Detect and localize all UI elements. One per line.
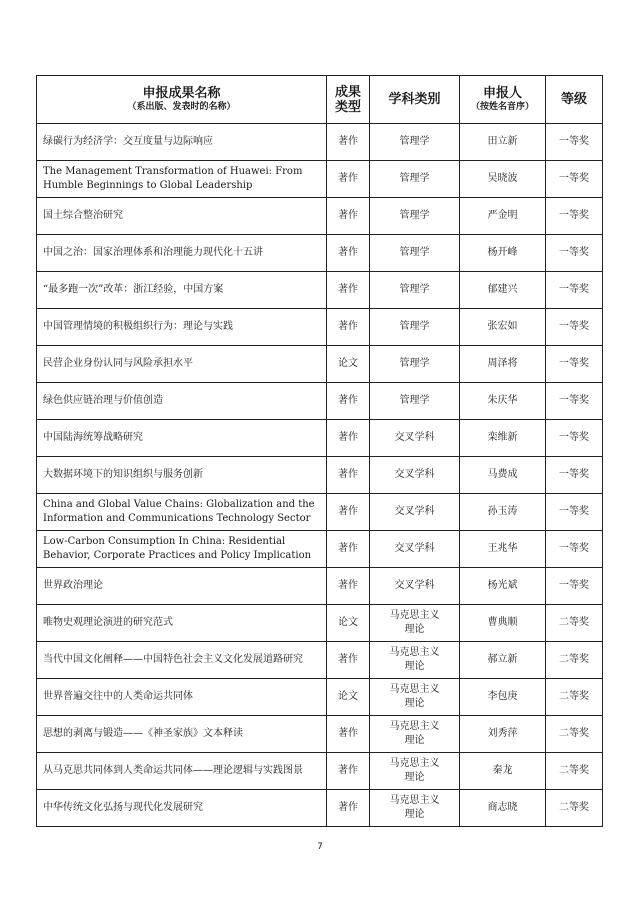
- cell-type: 论文: [327, 679, 370, 716]
- cell-title: 中国之治：国家治理体系和治理能力现代化十五讲: [37, 235, 327, 272]
- table-row: [37, 198, 603, 235]
- cell-title: 世界普遍交往中的人类命运共同体: [37, 679, 327, 716]
- header-name-title: 申报成果名称: [142, 86, 221, 101]
- cell-discipline: [370, 753, 460, 790]
- cell-discipline: [370, 309, 460, 346]
- cell-title: 世界政治理论: [37, 568, 327, 605]
- cell-title: The Management Transformation of Huawei: From Humble Beginnings to Global Leadership: [37, 161, 327, 198]
- cell-discipline: [370, 420, 460, 457]
- discipline-line: 交叉学科: [394, 580, 435, 591]
- discipline-line: 理论: [404, 698, 425, 709]
- cell-applicant: 周泽将: [460, 346, 546, 383]
- table-row: [37, 309, 603, 346]
- cell-grade: 二等奖: [546, 642, 603, 679]
- discipline-line: 理论: [404, 772, 425, 783]
- cell-type: 著作: [327, 790, 370, 827]
- cell-grade: 二等奖: [546, 716, 603, 753]
- cell-title: 中国管理情境的积极组织行为：理论与实践: [37, 309, 327, 346]
- cell-type: 著作: [327, 494, 370, 531]
- cell-applicant: 曹典顺: [460, 605, 546, 642]
- cell-discipline: [370, 198, 460, 235]
- page-number: 7: [317, 842, 323, 852]
- header-type: [327, 76, 370, 124]
- cell-discipline: [370, 642, 460, 679]
- cell-title: 大数据环境下的知识组织与服务创新: [37, 457, 327, 494]
- cell-grade: 二等奖: [546, 753, 603, 790]
- cell-discipline: [370, 790, 460, 827]
- cell-type: 著作: [327, 161, 370, 198]
- header-name: [37, 76, 327, 124]
- cell-grade: 一等奖: [546, 568, 603, 605]
- cell-grade: 一等奖: [546, 457, 603, 494]
- table-row: [37, 383, 603, 420]
- table-row: [37, 790, 603, 827]
- cell-type: 著作: [327, 420, 370, 457]
- cell-grade: 一等奖: [546, 420, 603, 457]
- cell-applicant: 栾维新: [460, 420, 546, 457]
- cell-discipline: [370, 383, 460, 420]
- discipline-line: 理论: [404, 809, 425, 820]
- discipline-line: 马克思主义: [389, 610, 440, 621]
- cell-applicant: 商志晓: [460, 790, 546, 827]
- discipline-line: 理论: [404, 624, 425, 635]
- cell-type: 论文: [327, 605, 370, 642]
- cell-title: Low-Carbon Consumption In China: Residential Behavior, Corporate Practices and Policy Implication: [37, 531, 327, 568]
- discipline-line: 管理学: [399, 210, 430, 221]
- cell-grade: 一等奖: [546, 198, 603, 235]
- cell-applicant: 杨开峰: [460, 235, 546, 272]
- cell-grade: 二等奖: [546, 605, 603, 642]
- cell-grade: 一等奖: [546, 531, 603, 568]
- table-row: [37, 346, 603, 383]
- table-row: [37, 531, 603, 568]
- discipline-line: 理论: [404, 735, 425, 746]
- discipline-line: 管理学: [399, 136, 430, 147]
- discipline-line: 管理学: [399, 358, 430, 369]
- cell-discipline: [370, 346, 460, 383]
- cell-type: 著作: [327, 272, 370, 309]
- cell-discipline: [370, 494, 460, 531]
- cell-applicant: 郁建兴: [460, 272, 546, 309]
- cell-title: “最多跑一次”改革：浙江经验，中国方案: [37, 272, 327, 309]
- cell-applicant: 刘秀萍: [460, 716, 546, 753]
- cell-type: 著作: [327, 309, 370, 346]
- discipline-line: 交叉学科: [394, 543, 435, 554]
- cell-applicant: 王兆华: [460, 531, 546, 568]
- discipline-line: 马克思主义: [389, 758, 440, 769]
- header-applicant: [460, 76, 546, 124]
- header-grade: 等级: [546, 76, 603, 124]
- cell-discipline: [370, 568, 460, 605]
- cell-discipline: [370, 531, 460, 568]
- discipline-line: 马克思主义: [389, 721, 440, 732]
- cell-discipline: [370, 272, 460, 309]
- cell-type: 著作: [327, 531, 370, 568]
- discipline-line: 管理学: [399, 284, 430, 295]
- table-row: [37, 457, 603, 494]
- cell-discipline: [370, 605, 460, 642]
- cell-type: 著作: [327, 124, 370, 161]
- cell-type: 著作: [327, 642, 370, 679]
- cell-applicant: 严金明: [460, 198, 546, 235]
- discipline-line: 管理学: [399, 395, 430, 406]
- cell-grade: 一等奖: [546, 124, 603, 161]
- cell-title: 中国陆海统筹战略研究: [37, 420, 327, 457]
- table-row: [37, 679, 603, 716]
- table-row: [37, 235, 603, 272]
- discipline-line: 马克思主义: [389, 647, 440, 658]
- cell-applicant: 李包庚: [460, 679, 546, 716]
- discipline-line: 马克思主义: [389, 795, 440, 806]
- table-row: [37, 716, 603, 753]
- table-body: [37, 124, 603, 827]
- table-row: [37, 642, 603, 679]
- table-row: [37, 124, 603, 161]
- discipline-line: 管理学: [399, 247, 430, 258]
- header-type-line2: 类型: [334, 99, 361, 115]
- table-row: [37, 568, 603, 605]
- discipline-line: 交叉学科: [394, 432, 435, 443]
- cell-applicant: 朱庆华: [460, 383, 546, 420]
- cell-applicant: 张宏如: [460, 309, 546, 346]
- discipline-line: 交叉学科: [394, 506, 435, 517]
- header-applicant-title: 申报人: [482, 86, 522, 101]
- header-discipline: 学科类别: [370, 76, 460, 124]
- cell-title: 绿碳行为经济学：交互度量与边际响应: [37, 124, 327, 161]
- table-header-row: [37, 76, 603, 124]
- cell-grade: 一等奖: [546, 383, 603, 420]
- cell-title: 思想的剥离与锻造——《神圣家族》文本释读: [37, 716, 327, 753]
- table-row: [37, 605, 603, 642]
- cell-type: 论文: [327, 346, 370, 383]
- cell-applicant: 马费成: [460, 457, 546, 494]
- cell-discipline: [370, 235, 460, 272]
- cell-grade: 一等奖: [546, 272, 603, 309]
- cell-applicant: 秦龙: [460, 753, 546, 790]
- discipline-line: 交叉学科: [394, 469, 435, 480]
- cell-type: 著作: [327, 383, 370, 420]
- table-row: [37, 161, 603, 198]
- table-row: [37, 494, 603, 531]
- cell-discipline: [370, 161, 460, 198]
- cell-title: 绿色供应链治理与价值创造: [37, 383, 327, 420]
- cell-applicant: 孙玉涛: [460, 494, 546, 531]
- cell-discipline: [370, 679, 460, 716]
- cell-title: 唯物史观理论演进的研究范式: [37, 605, 327, 642]
- cell-type: 著作: [327, 568, 370, 605]
- cell-title: 国土综合整治研究: [37, 198, 327, 235]
- discipline-line: 管理学: [399, 321, 430, 332]
- cell-grade: 一等奖: [546, 309, 603, 346]
- cell-grade: 一等奖: [546, 346, 603, 383]
- cell-grade: 一等奖: [546, 494, 603, 531]
- cell-type: 著作: [327, 753, 370, 790]
- discipline-line: 理论: [404, 661, 425, 672]
- discipline-line: 马克思主义: [389, 684, 440, 695]
- cell-title: 民营企业身份认同与风险承担水平: [37, 346, 327, 383]
- cell-applicant: 郝立新: [460, 642, 546, 679]
- cell-discipline: [370, 716, 460, 753]
- table-row: [37, 753, 603, 790]
- cell-type: 著作: [327, 235, 370, 272]
- cell-applicant: 杨光斌: [460, 568, 546, 605]
- header-applicant-subtitle: （按姓名音序）: [470, 102, 534, 112]
- cell-type: 著作: [327, 198, 370, 235]
- cell-grade: 一等奖: [546, 235, 603, 272]
- table-row: [37, 272, 603, 309]
- header-type-line1: 成果: [334, 84, 361, 100]
- cell-type: 著作: [327, 716, 370, 753]
- cell-applicant: 吴晓波: [460, 161, 546, 198]
- cell-grade: 二等奖: [546, 790, 603, 827]
- table-row: [37, 420, 603, 457]
- cell-title: China and Global Value Chains: Globalization and the Information and Communications Technology Sector: [37, 494, 327, 531]
- header-name-subtitle: （系出版、发表时的名称）: [127, 102, 236, 112]
- cell-title: 中华传统文化弘扬与现代化发展研究: [37, 790, 327, 827]
- awards-table: [36, 75, 603, 827]
- cell-title: 从马克思共同体到人类命运共同体——理论逻辑与实践图景: [37, 753, 327, 790]
- cell-grade: 一等奖: [546, 161, 603, 198]
- discipline-line: 管理学: [399, 173, 430, 184]
- cell-discipline: [370, 124, 460, 161]
- cell-type: 著作: [327, 457, 370, 494]
- cell-grade: 二等奖: [546, 679, 603, 716]
- cell-discipline: [370, 457, 460, 494]
- cell-applicant: 田立新: [460, 124, 546, 161]
- cell-title: 当代中国文化阐释——中国特色社会主义文化发展道路研究: [37, 642, 327, 679]
